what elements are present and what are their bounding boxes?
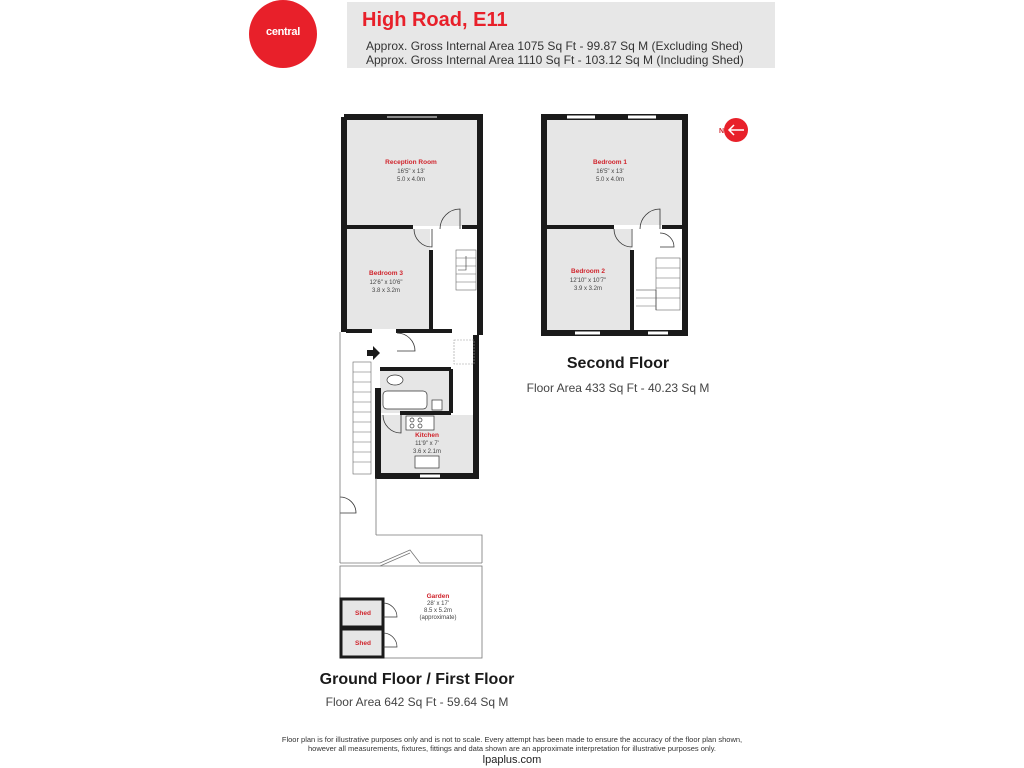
logo-text: central <box>266 26 300 38</box>
hall-area <box>433 229 480 329</box>
bedroom-2-metric: 3.9 x 3.2m <box>573 286 603 292</box>
compass-label: N <box>719 128 725 135</box>
bedroom-1-label: Bedroom 1 <box>593 159 627 166</box>
garden-note: (approximate) <box>419 615 457 621</box>
disclaimer-line-1: Floor plan is for illustrative purposes only and is not to scale. Every attempt has been made to ensure the accuracy of the floor plan shown, <box>281 735 743 744</box>
second-floor-plan <box>544 117 685 333</box>
bedroom-3-metric: 3.8 x 3.2m <box>371 288 401 294</box>
bedroom-2-imperial: 12'10" x 10'7" <box>569 278 607 284</box>
bedroom-3-label: Bedroom 3 <box>369 270 403 277</box>
kitchen-imperial: 11'9" x 7' <box>415 441 439 447</box>
reception-room-metric: 5.0 x 4.0m <box>396 177 426 183</box>
ground-floor-plan <box>340 116 482 658</box>
entrance-arrow-icon <box>367 346 380 360</box>
kitchen-metric: 3.6 x 2.1m <box>412 449 442 455</box>
bedroom-3 <box>344 229 430 329</box>
gross-area-excluding-shed: Approx. Gross Internal Area 1075 Sq Ft - 99.87 Sq M (Excluding Shed) <box>366 39 743 53</box>
garden-metric: 8.5 x 5.2m <box>423 608 453 614</box>
shed-1-label: Shed <box>355 610 371 617</box>
bedroom-3-imperial: 12'6" x 10'6" <box>369 280 403 286</box>
website-link[interactable]: lpaplus.com <box>482 754 542 766</box>
bedroom-1-metric: 5.0 x 4.0m <box>595 177 625 183</box>
ground-floor-area: Floor Area 642 Sq Ft - 59.64 Sq M <box>325 695 509 709</box>
kitchen-label: Kitchen <box>415 432 439 439</box>
bedroom-2-label: Bedroom 2 <box>571 268 605 275</box>
reception-room-label: Reception Room <box>385 159 437 166</box>
bedroom-1-imperial: 16'5" x 13' <box>596 169 624 175</box>
ground-floor-title: Ground Floor / First Floor <box>319 671 515 688</box>
disclaimer-line-2: however all measurements, fixtures, fittings and data shown are an approximate interpretation for illustrative purposes only. <box>308 744 716 753</box>
disclaimer <box>0 735 1024 753</box>
second-floor-title: Second Floor <box>566 355 670 372</box>
garden-label: Garden <box>426 593 450 600</box>
north-arrow-icon <box>719 118 748 142</box>
second-floor-area: Floor Area 433 Sq Ft - 40.23 Sq M <box>526 381 710 395</box>
gross-area-including-shed: Approx. Gross Internal Area 1110 Sq Ft - 103.12 Sq M (Including Shed) <box>366 53 744 67</box>
garden-imperial: 28' x 17' <box>427 601 449 607</box>
reception-room-imperial: 16'5" x 13' <box>397 169 425 175</box>
shed-2-label: Shed <box>355 640 371 647</box>
page-title: High Road, E11 <box>362 9 508 31</box>
